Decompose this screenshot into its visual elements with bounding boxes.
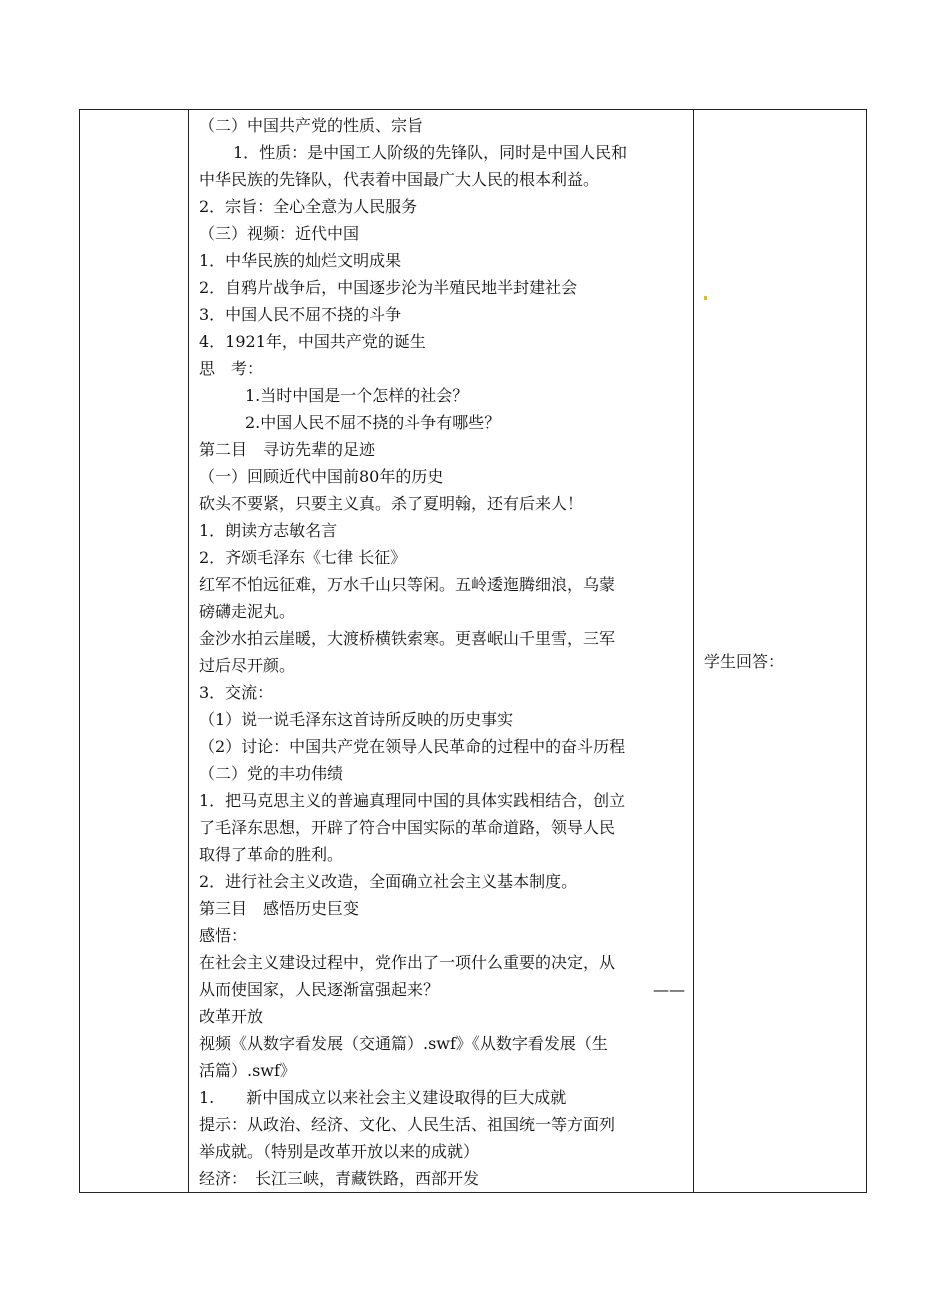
text-line: （2）讨论：中国共产党在领导人民革命的过程中的奋斗历程 (199, 737, 626, 756)
text-line: 思 考： (199, 359, 264, 378)
text-line: 举成就。（特别是改革开放以来的成就） (199, 1142, 480, 1161)
text-line: （一）回顾近代中国前80年的历史 (199, 467, 444, 486)
text-line-with-dash (199, 976, 685, 1003)
text-line: 中华民族的先锋队，代表着中国最广大人民的根本利益。 (199, 170, 600, 189)
text-line: 感悟： (199, 926, 248, 945)
text-line: 经济： 长江三峡，青藏铁路，西部开发 (199, 1169, 480, 1188)
text-line: 2．自鸦片战争后，中国逐步沦为半殖民地半封建社会 (199, 278, 578, 297)
lesson-table (79, 109, 867, 1193)
text-line: 4．1921年，中国共产党的诞生 (199, 332, 426, 351)
text-line: 取得了革命的胜利。 (199, 845, 344, 864)
left-column-cell (80, 110, 189, 1193)
poem-line: 磅礴走泥丸。 (199, 602, 296, 621)
text-line: （1）说一说毛泽东这首诗所反映的历史事实 (199, 710, 514, 729)
section-heading: 第二目 寻访先辈的足迹 (199, 440, 376, 459)
text-line: 2．齐颂毛泽东《七律 长征》 (199, 548, 407, 567)
text-line: 改革开放 (199, 1007, 264, 1026)
text-line: 了毛泽东思想，开辟了符合中国实际的革命道路，领导人民 (199, 818, 616, 837)
text-line: 3．交流： (199, 683, 274, 702)
text-line: 在社会主义建设过程中，党作出了一项什么重要的决定，从 (199, 953, 616, 972)
text-line: 1．中华民族的灿烂文明成果 (199, 251, 402, 270)
yellow-mark (704, 296, 707, 300)
text-line: 从而使国家，人民逐渐富强起来？ (199, 980, 440, 999)
text-line: （三）视频：近代中国 (199, 224, 360, 243)
table-row (80, 110, 867, 1193)
text-line: 2．进行社会主义改造，全面确立社会主义基本制度。 (199, 872, 578, 891)
text-line: 1．把马克思主义的普遍真理同中国的具体实践相结合，创立 (199, 791, 626, 810)
student-answer-label: 学生回答： (704, 652, 785, 671)
student-column-cell (694, 110, 867, 1193)
text-line: 提示：从政治、经济、文化、人民生活、祖国统一等方面列 (199, 1115, 616, 1134)
text-line: 砍头不要紧，只要主义真。杀了夏明翰，还有后来人！ (199, 494, 584, 513)
content-column-cell (189, 110, 694, 1193)
poem-line: 过后尽开颜。 (199, 656, 296, 675)
text-line: 1.当时中国是一个怎样的社会？ (245, 386, 469, 405)
text-line: 活篇）.swf》 (199, 1061, 296, 1080)
poem-line: 金沙水拍云崖暖，大渡桥横铁索寒。更喜岷山千里雪，三军 (199, 629, 616, 648)
dash: —— (653, 980, 685, 999)
text-line: 1. 新中国成立以来社会主义建设取得的巨大成就 (199, 1088, 567, 1107)
text-line: 2.中国人民不屈不挠的斗争有哪些？ (245, 413, 501, 432)
text-line: 视频《从数字看发展（交通篇）.swf》《从数字看发展（生 (199, 1034, 608, 1053)
text-line: 2．宗旨：全心全意为人民服务 (199, 197, 418, 216)
text-line: （二）党的丰功伟绩 (199, 764, 344, 783)
text-line: 1．性质：是中国工人阶级的先锋队，同时是中国人民和 (233, 143, 628, 162)
text-line: 1．朗读方志敏名言 (199, 521, 338, 540)
lesson-content (189, 110, 693, 1192)
text-line: （二）中国共产党的性质、宗旨 (199, 116, 424, 135)
section-heading: 第三目 感悟历史巨变 (199, 899, 360, 918)
poem-line: 红军不怕远征难，万水千山只等闲。五岭逶迤腾细浪，乌蒙 (199, 575, 616, 594)
text-line: 3．中国人民不屈不挠的斗争 (199, 305, 402, 324)
